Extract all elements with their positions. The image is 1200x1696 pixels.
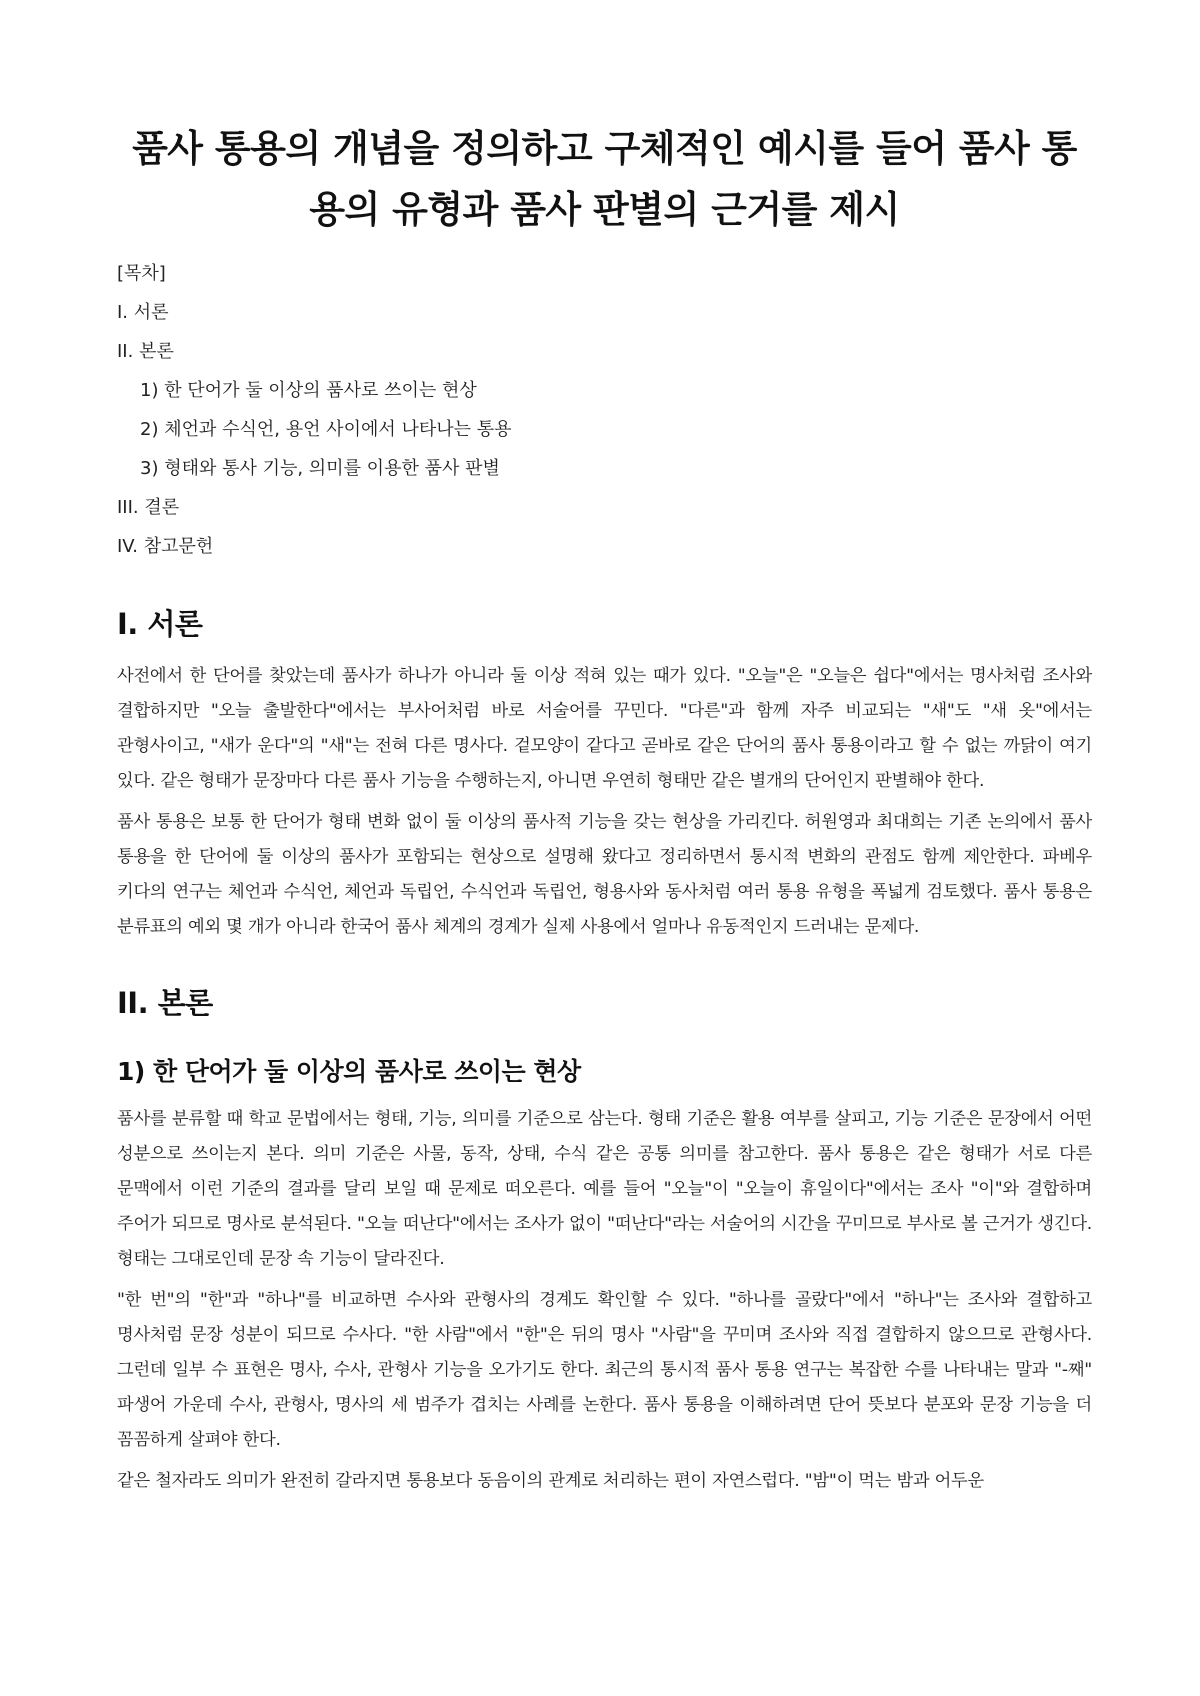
toc-item-body-sub1: 1) 한 단어가 둘 이상의 품사로 쓰이는 현상: [140, 380, 477, 401]
intro-paragraph-2: 품사 통용은 보통 한 단어가 형태 변화 없이 둘 이상의 품사적 기능을 갖는 현상을 가리킨다. 허원영과 최대희는 기존 논의에서 품사 통용을 한 단어에 둘 이상의 품사가 포함되는 현상으로 설명해 왔다고 정리하면서 통시적 변화의 관점도 함께 제안한다. 파베우 키다의 연구는 체언과 수식언, 체언과 독립언, 수식언과 독립언, 형용사와 동사처럼 여러 통용 유형을 폭넓게 검토했다. 품사 통용은 분류표의 예외 몇 개가 아니라 한국어 품사 체계의 경계가 실제 사용에서 얼마나 유동적인지 드러내는 문제다.: [117, 812, 1092, 937]
table-of-contents: [117, 262, 1092, 574]
intro-paragraph-1: 사전에서 한 단어를 찾았는데 품사가 하나가 아니라 둘 이상 적혀 있는 때가 있다. "오늘"은 "오늘은 쉽다"에서는 명사처럼 조사와 결합하지만 "오늘 출발한다"에서는 부사어처럼 바로 서술어를 꾸민다. "다른"과 함께 자주 비교되는 "새"도 "새 옷"에서는 관형사이고, "새가 운다"의 "새"는 전혀 다른 명사다. 겉모양이 같다고 곧바로 같은 단어의 품사 통용이라고 할 수 없는 까닭이 여기 있다. 같은 형태가 문장마다 다른 품사 기능을 수행하는지, 아니면 우연히 형태만 같은 별개의 단어인지 판별해야 한다.: [117, 666, 1092, 791]
subsection-title-1: 1) 한 단어가 둘 이상의 품사로 쓰이는 현상: [117, 1057, 581, 1086]
toc-item-references: IV. 참고문헌: [117, 536, 214, 557]
body-sub1-paragraph-1: 품사를 분류할 때 학교 문법에서는 형태, 기능, 의미를 기준으로 삼는다. 형태 기준은 활용 여부를 살피고, 기능 기준은 문장에서 어떤 성분으로 쓰이는지 본다. 의미 기준은 사물, 동작, 상태, 수식 같은 공통 의미를 참고한다. 품사 통용은 같은 형태가 서로 다른 문맥에서 이런 기준의 결과를 달리 보일 때 문제로 떠오른다. 예를 들어 "오늘"이 "오늘이 휴일이다"에서는 조사 "이"와 결합하며 주어가 되므로 명사로 분석된다. "오늘 떠난다"에서는 조사가 없이 "떠난다"라는 서술어의 시간을 꾸미므로 부사로 볼 근거가 생긴다. 형태는 그대로인데 문장 속 기능이 달라진다.: [117, 1109, 1093, 1269]
document-title: 품사 통용의 개념을 정의하고 구체적인 예시를 들어 품사 통용의 유형과 품사 판별의 근거를 제시: [132, 127, 1077, 231]
toc-heading: [목차]: [117, 263, 166, 284]
document-page: [117, 118, 1092, 1499]
section-title-intro: I. 서론: [117, 607, 203, 641]
body-sub1-paragraph-3: 같은 철자라도 의미가 완전히 갈라지면 통용보다 동음이의 관계로 처리하는 편이 자연스럽다. "밤"이 먹는 밤과 어두운: [117, 1471, 984, 1491]
section-title-body: II. 본론: [117, 986, 213, 1020]
toc-item-body-sub3: 3) 형태와 통사 기능, 의미를 이용한 품사 판별: [140, 458, 500, 479]
toc-item-intro: I. 서론: [117, 302, 169, 323]
body-sub1-paragraph-2: "한 번"의 "한"과 "하나"를 비교하면 수사와 관형사의 경계도 확인할 수 있다. "하나를 골랐다"에서 "하나"는 조사와 결합하고 명사처럼 문장 성분이 되므로 수사다. "한 사람"에서 "한"은 뒤의 명사 "사람"을 꾸미며 조사와 직접 결합하지 않으므로 관형사다. 그런데 일부 수 표현은 명사, 수사, 관형사 기능을 오가기도 한다. 최근의 통시적 품사 통용 연구는 복잡한 수를 나타내는 말과 "-째" 파생어 가운데 수사, 관형사, 명사의 세 범주가 겹치는 사례를 논한다. 품사 통용을 이해하려면 단어 뜻보다 분포와 문장 기능을 더 꼼꼼하게 살펴야 한다.: [117, 1290, 1092, 1450]
toc-item-conclusion: III. 결론: [117, 497, 180, 518]
toc-item-body-sub2: 2) 체언과 수식언, 용언 사이에서 나타나는 통용: [140, 419, 512, 440]
toc-item-body: II. 본론: [117, 341, 174, 362]
